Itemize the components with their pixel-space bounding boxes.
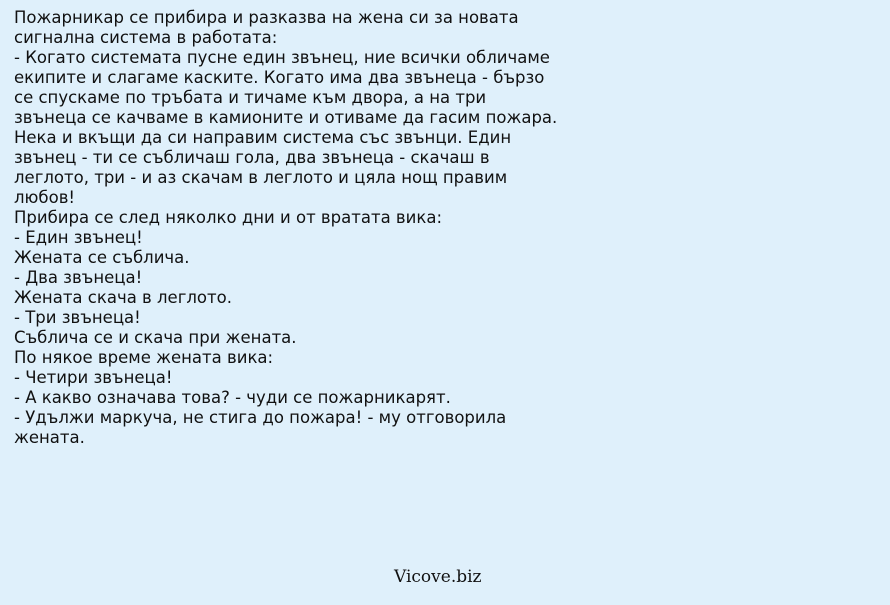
- joke-line: Нека и вкъщи да си направим система със звънци. Един: [14, 128, 512, 147]
- joke-line: - Три звънеца!: [14, 308, 141, 327]
- site-watermark: Vicove.biz: [394, 567, 482, 587]
- joke-line: Съблича се и скача при жената.: [14, 328, 297, 347]
- joke-line: - Един звънец!: [14, 228, 143, 247]
- joke-line: - Два звънеца!: [14, 268, 143, 287]
- joke-line: - Четири звънеца!: [14, 368, 173, 387]
- joke-line: звънеца се качваме в камионите и отиваме да гасим пожара.: [14, 108, 558, 127]
- joke-line: леглото, три - и аз скачам в леглото и цяла нощ правим: [14, 168, 508, 187]
- joke-line: Прибира се след няколко дни и от вратата вика:: [14, 208, 443, 227]
- joke-line: екипите и слагаме каските. Когато има два звънеца - бързо: [14, 68, 545, 87]
- joke-line: Пожарникар се прибира и разказва на жена си за новата: [14, 8, 519, 27]
- joke-line: Жената скача в леглото.: [14, 288, 232, 307]
- joke-line: жената.: [14, 428, 85, 447]
- joke-text: [14, 8, 874, 448]
- joke-line: любов!: [14, 188, 76, 207]
- joke-line: се спускаме по тръбата и тичаме към двора, а на три: [14, 88, 487, 107]
- joke-line: По някое време жената вика:: [14, 348, 274, 367]
- joke-line: Жената се съблича.: [14, 248, 190, 267]
- joke-line: - Когато системата пусне един звънец, ние всички обличаме: [14, 48, 550, 67]
- joke-line: - А какво означава това? - чуди се пожарникарят.: [14, 388, 451, 407]
- joke-line: - Удължи маркуча, не стига до пожара! - му отговорила: [14, 408, 507, 427]
- joke-line: сигнална система в работата:: [14, 28, 278, 47]
- joke-line: звънец - ти се събличаш гола, два звънеца - скачаш в: [14, 148, 490, 167]
